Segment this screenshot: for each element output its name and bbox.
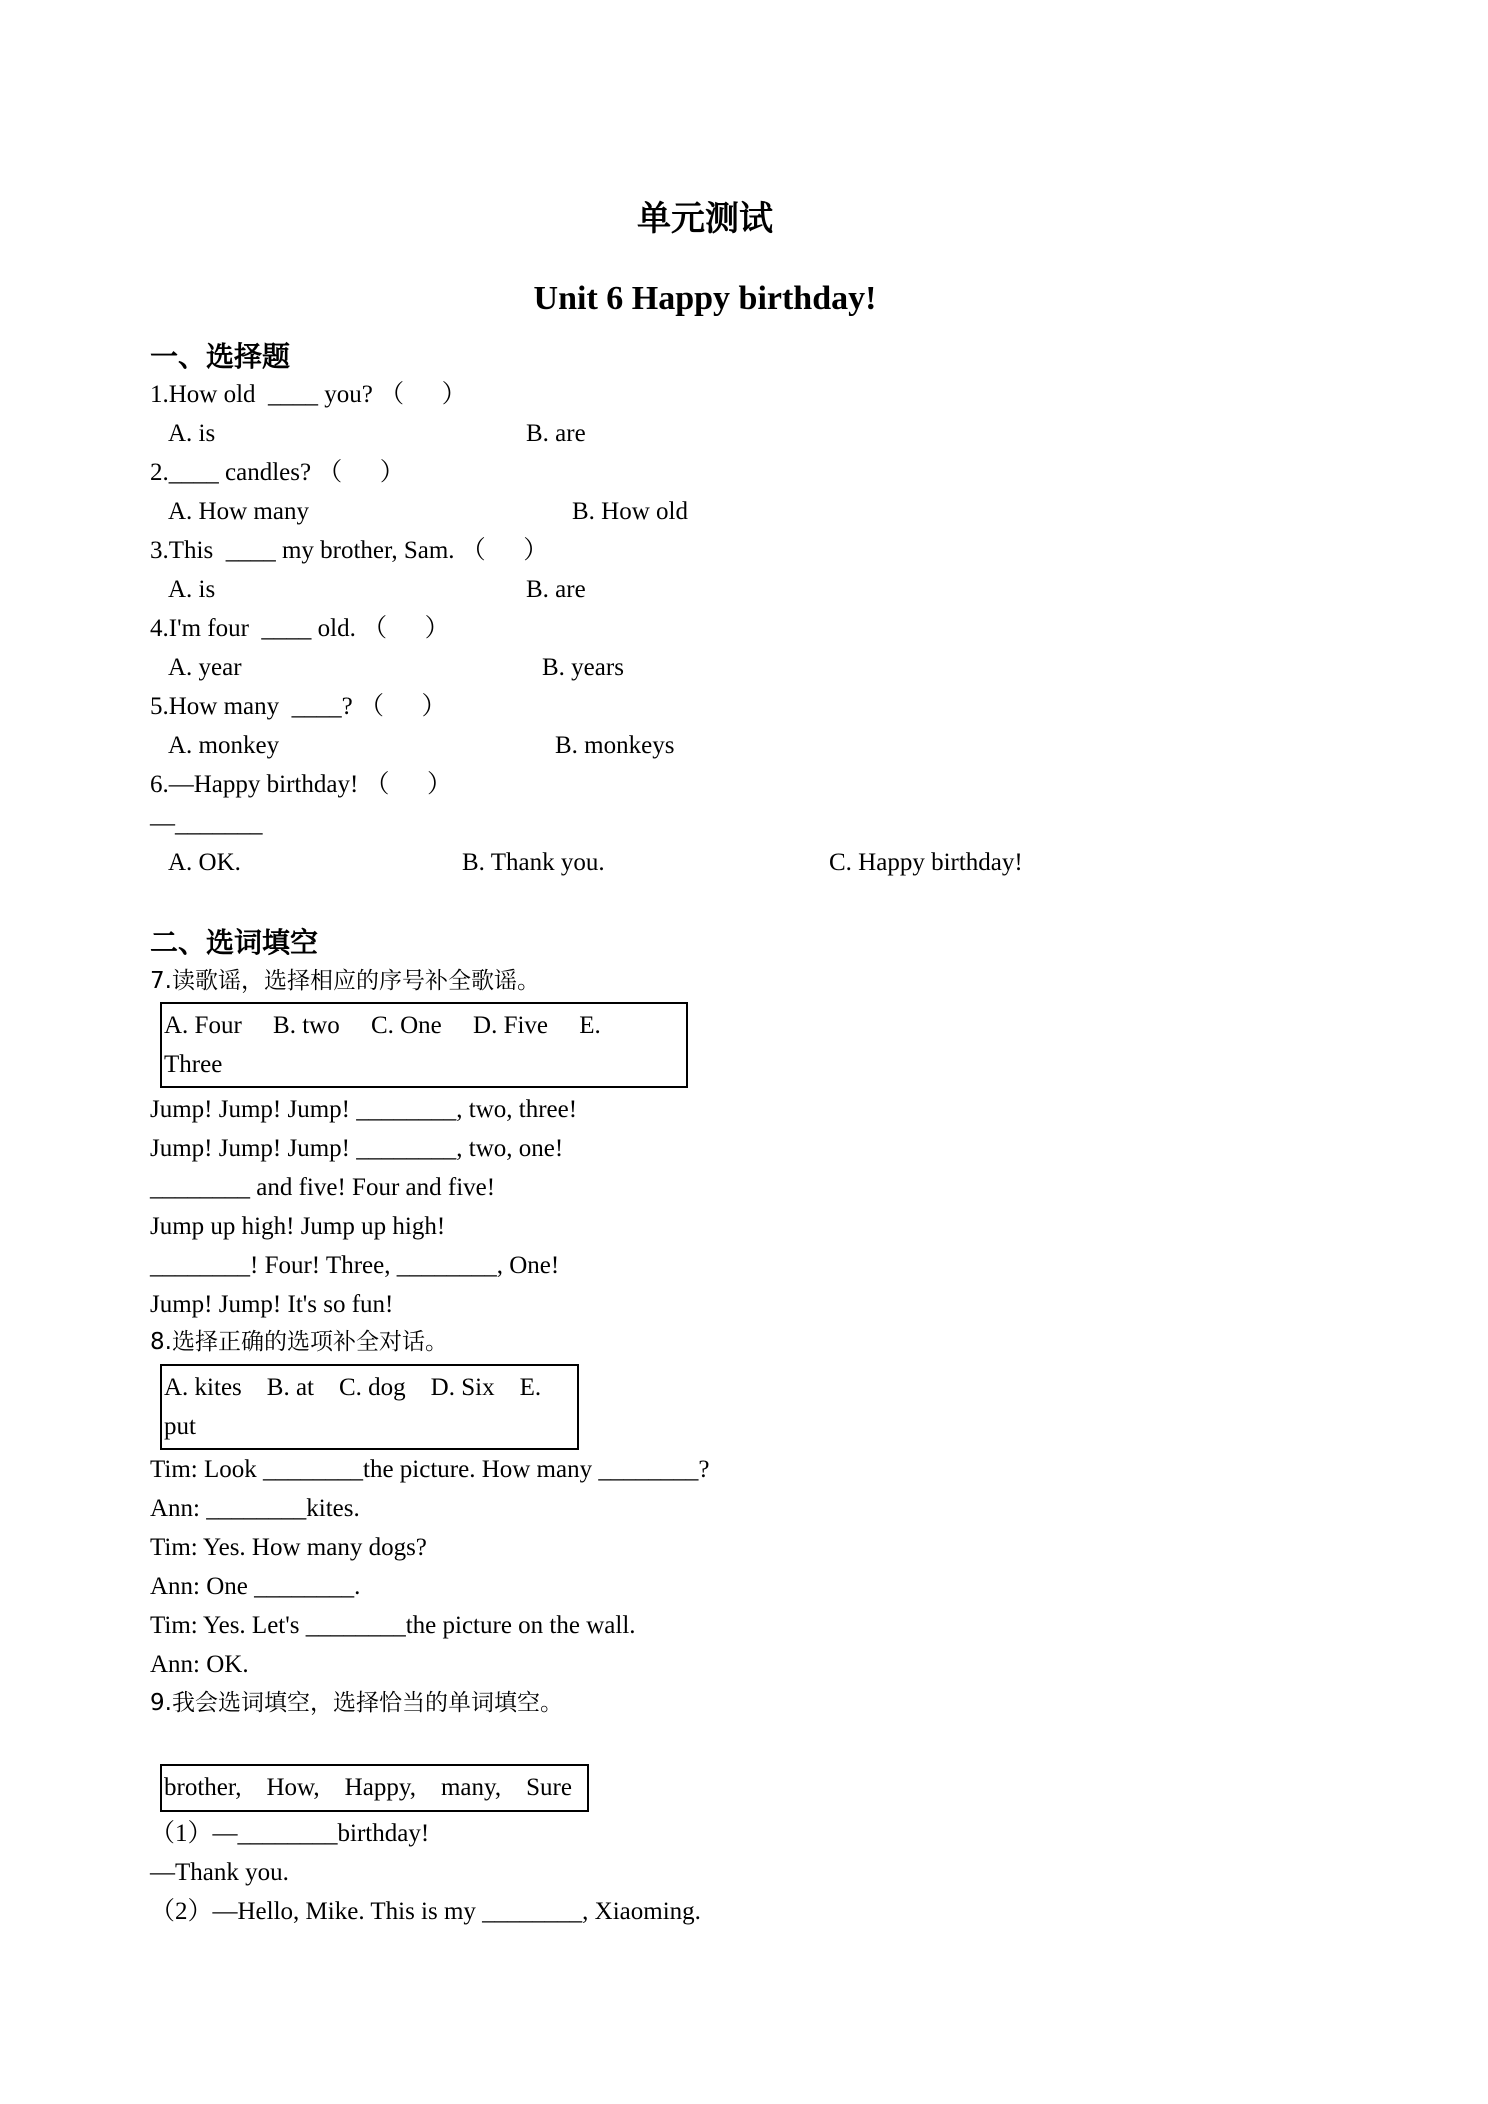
question-9-box-line: brother, How, Happy, many, Sure: [164, 1774, 572, 1801]
question-6-option-a: A. OK.: [168, 849, 241, 876]
chant-line-4: Jump up high! Jump up high!: [150, 1213, 446, 1240]
question-7-box-line-2: Three: [164, 1051, 223, 1078]
page-title-en: Unit 6 Happy birthday!: [533, 280, 877, 317]
dialogue-line-6: Ann: OK.: [150, 1651, 249, 1678]
question-2-stem: 2.____ candles? （ ）: [150, 459, 405, 486]
question-6-reply: —_______: [150, 810, 263, 837]
chant-line-3: ________ and five! Four and five!: [150, 1174, 496, 1201]
section-heading-fill: 二、选词填空: [150, 926, 319, 959]
question-8-stem: 8.选择正确的选项补全对话。: [150, 1329, 448, 1355]
question-3-option-a: A. is: [168, 576, 216, 603]
question-1-stem: 1.How old ____ you? （ ）: [150, 381, 467, 408]
question-5-option-a: A. monkey: [168, 732, 280, 759]
question-3-option-b: B. are: [526, 576, 586, 603]
question-9-line-3: （2）—Hello, Mike. This is my ________, Xiaoming.: [150, 1898, 701, 1925]
dialogue-line-5: Tim: Yes. Let's ________the picture on the wall.: [150, 1612, 636, 1639]
chant-line-1: Jump! Jump! Jump! ________, two, three!: [150, 1096, 578, 1123]
page-title-cn: 单元测试: [637, 199, 773, 239]
dialogue-line-2: Ann: ________kites.: [150, 1495, 360, 1522]
question-8-word-box: [160, 1364, 579, 1450]
dialogue-line-3: Tim: Yes. How many dogs?: [150, 1534, 427, 1561]
question-8-box-line-1: A. kites B. at C. dog D. Six E.: [164, 1374, 542, 1401]
question-4-option-b: B. years: [542, 654, 624, 681]
question-9-line-1: （1）—________birthday!: [150, 1820, 430, 1847]
question-4-stem: 4.I'm four ____ old. （ ）: [150, 615, 450, 642]
chant-line-2: Jump! Jump! Jump! ________, two, one!: [150, 1135, 564, 1162]
question-2-option-a: A. How many: [168, 498, 309, 525]
question-3-stem: 3.This ____ my brother, Sam. （ ）: [150, 537, 549, 564]
dialogue-line-1: Tim: Look ________the picture. How many ________?: [150, 1456, 710, 1483]
question-6-stem: 6.—Happy birthday! （ ）: [150, 771, 453, 798]
question-5-option-b: B. monkeys: [555, 732, 675, 759]
dialogue-line-4: Ann: One ________.: [150, 1573, 361, 1600]
question-5-stem: 5.How many ____? （ ）: [150, 693, 447, 720]
question-6-option-c: C. Happy birthday!: [829, 849, 1023, 876]
question-4-option-a: A. year: [168, 654, 242, 681]
question-7-box-line-1: A. Four B. two C. One D. Five E.: [164, 1012, 601, 1039]
question-1-option-a: A. is: [168, 420, 216, 447]
question-2-option-b: B. How old: [572, 498, 688, 525]
question-7-word-box: [160, 1002, 688, 1088]
question-9-line-2: —Thank you.: [150, 1859, 289, 1886]
section-heading-choice: 一、选择题: [150, 340, 291, 373]
chant-line-6: Jump! Jump! It's so fun!: [150, 1291, 394, 1318]
question-8-box-line-2: put: [164, 1413, 196, 1440]
question-7-stem: 7.读歌谣，选择相应的序号补全歌谣。: [150, 968, 540, 994]
chant-line-5: ________! Four! Three, ________, One!: [150, 1252, 560, 1279]
question-6-option-b: B. Thank you.: [462, 849, 605, 876]
question-1-option-b: B. are: [526, 420, 586, 447]
question-9-stem: 9.我会选词填空，选择恰当的单词填空。: [150, 1690, 563, 1716]
question-9-word-box: [160, 1764, 589, 1812]
